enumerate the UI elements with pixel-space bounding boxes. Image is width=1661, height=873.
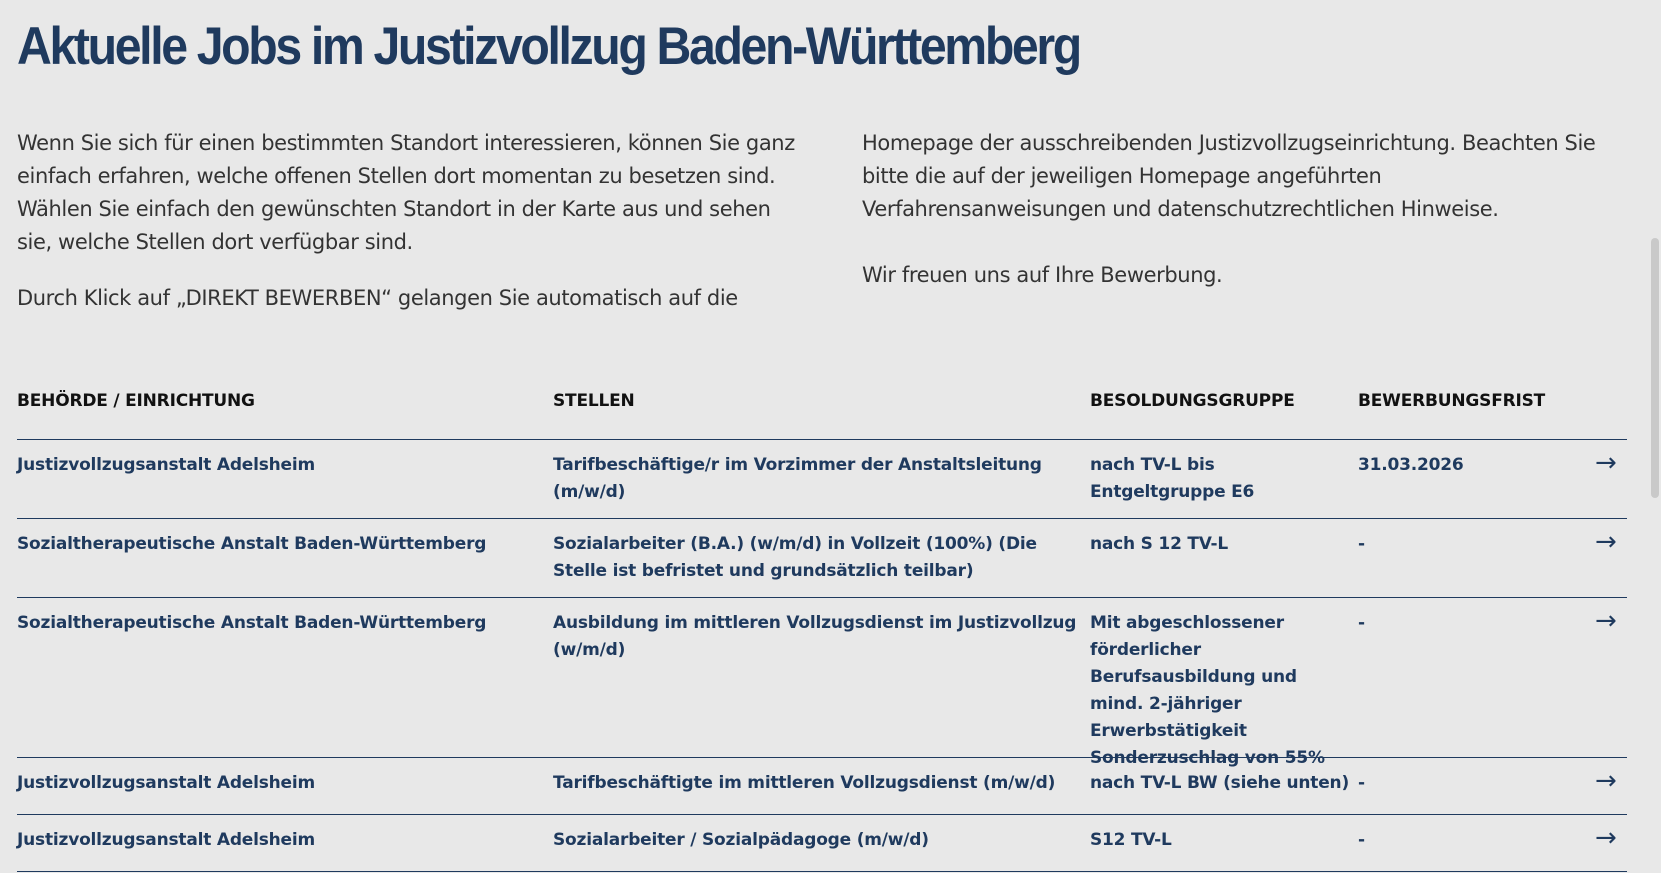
- row-deadline: -: [1358, 534, 1365, 554]
- row-pay-grade: S12 TV-L: [1090, 830, 1172, 850]
- arrow-right-icon[interactable]: →: [1595, 527, 1617, 557]
- intro-paragraph: Wenn Sie sich für einen bestimmten Standort interessieren, können Sie ganz einfach erfahren, welche offenen Stellen dort momentan zu besetzen sind. Wählen Sie einfach den gewünschten Standort in der Karte aus und sehen sie, welche Stellen dort verfügbar sind.: [17, 131, 795, 254]
- header-positions: STELLEN: [553, 391, 635, 411]
- row-pay-grade: nach TV-L bis Entgeltgruppe E6: [1090, 455, 1255, 502]
- table-row[interactable]: [17, 598, 1627, 768]
- intro-column-left: [17, 127, 807, 315]
- intro-closing: Wir freuen uns auf Ihre Bewerbung.: [862, 263, 1223, 287]
- table-row[interactable]: [17, 440, 1627, 519]
- row-pay-grade: nach S 12 TV-L: [1090, 534, 1229, 554]
- table-header: [17, 380, 1627, 440]
- arrow-right-icon[interactable]: →: [1595, 823, 1617, 853]
- table-row[interactable]: [17, 815, 1627, 872]
- arrow-right-icon[interactable]: →: [1595, 766, 1617, 796]
- row-position: Tarifbeschäftige/r im Vorzimmer der Anstaltsleitung (m/w/d): [553, 455, 1042, 502]
- page-title: Aktuelle Jobs im Justizvollzug Baden-Württemberg: [17, 17, 1080, 76]
- header-deadline: BEWERBUNGSFRIST: [1358, 391, 1546, 411]
- row-position: Tarifbeschäftigte im mittleren Vollzugsdienst (m/w/d): [553, 773, 1056, 793]
- row-authority: Sozialtherapeutische Anstalt Baden-Württemberg: [17, 613, 487, 633]
- row-authority: Justizvollzugsanstalt Adelsheim: [17, 455, 316, 475]
- table-row[interactable]: [17, 758, 1627, 815]
- row-deadline: -: [1358, 773, 1365, 793]
- intro-column-right: [862, 127, 1622, 292]
- row-pay-grade: Mit abgeschlossener förderlicher Berufsausbildung und mind. 2-jähriger Erwerbstätigkeit Sonderzuschlag von 55%: [1090, 613, 1325, 768]
- row-position: Sozialarbeiter / Sozialpädagoge (m/w/d): [553, 830, 929, 850]
- row-deadline: 31.03.2026: [1358, 455, 1464, 475]
- arrow-right-icon[interactable]: →: [1595, 448, 1617, 478]
- row-pay-grade: nach TV-L BW (siehe unten): [1090, 773, 1350, 793]
- arrow-right-icon[interactable]: →: [1595, 606, 1617, 636]
- intro-paragraph: Homepage der ausschreibenden Justizvollzugseinrichtung. Beachten Sie bitte die auf der jeweiligen Homepage angeführten Verfahrensanweisungen und datenschutzrechtlichen Hinweise.: [862, 131, 1596, 221]
- intro-paragraph: Durch Klick auf „DIREKT BEWERBEN“ gelangen Sie automatisch auf die: [17, 286, 738, 310]
- header-authority: BEHÖRDE / EINRICHTUNG: [17, 391, 255, 411]
- row-position: Ausbildung im mittleren Vollzugsdienst im Justizvollzug (w/m/d): [553, 613, 1077, 660]
- row-position: Sozialarbeiter (B.A.) (w/m/d) in Vollzeit (100%) (Die Stelle ist befristet und grundsätzlich teilbar): [553, 534, 1037, 581]
- row-deadline: -: [1358, 830, 1365, 850]
- table-row[interactable]: [17, 519, 1627, 598]
- row-authority: Sozialtherapeutische Anstalt Baden-Württemberg: [17, 534, 487, 554]
- jobs-table: [17, 380, 1627, 872]
- row-authority: Justizvollzugsanstalt Adelsheim: [17, 773, 316, 793]
- scrollbar-thumb[interactable]: [1651, 238, 1659, 498]
- vertical-scrollbar[interactable]: [1649, 0, 1661, 873]
- header-pay-grade: BESOLDUNGSGRUPPE: [1090, 391, 1295, 411]
- row-authority: Justizvollzugsanstalt Adelsheim: [17, 830, 316, 850]
- row-deadline: -: [1358, 613, 1365, 633]
